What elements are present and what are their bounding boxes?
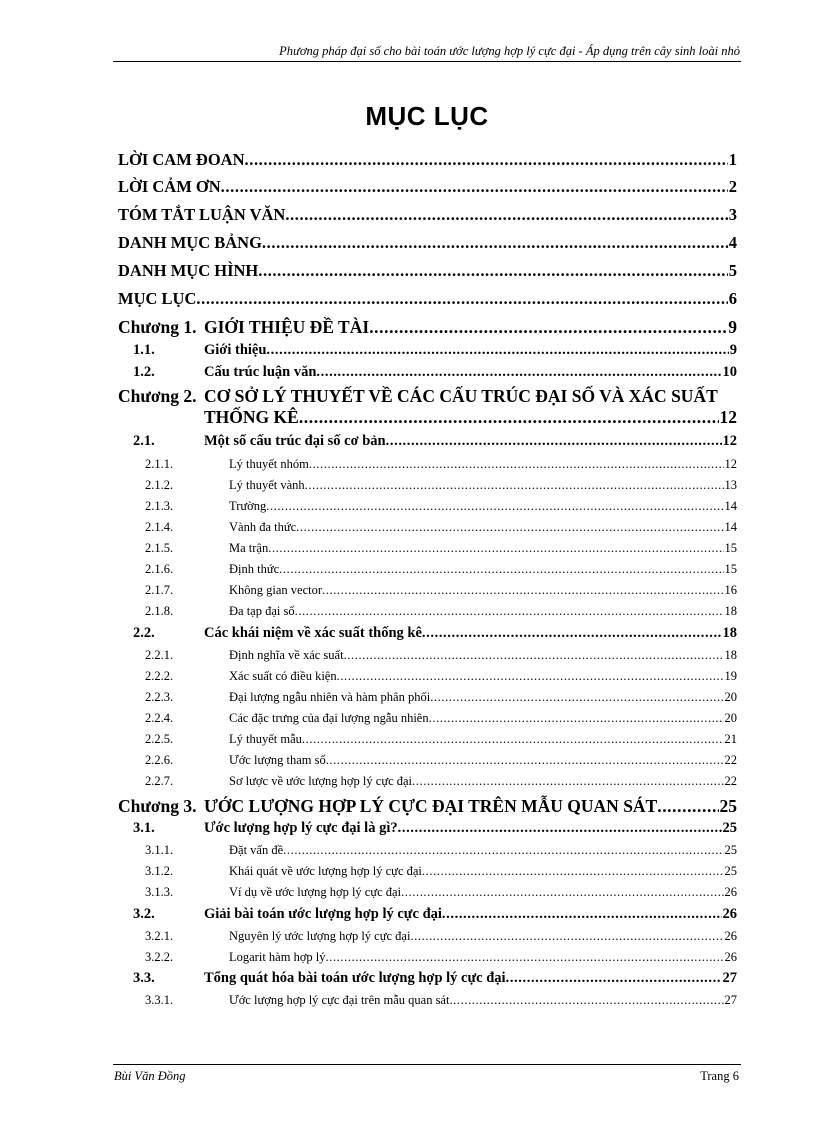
dot-leader [442,906,722,923]
subsection-number: 2.2.5. [145,732,174,746]
chapter-title: ƯỚC LƯỢNG HỢP LÝ CỰC ĐẠI TRÊN MẪU QUAN SÁT [204,796,658,816]
subsection-title: Ước lượng hợp lý cực đại trên mẫu quan sát [229,993,450,1007]
dot-leader [196,289,727,309]
toc-label: DANH MỤC BẢNG [118,233,262,252]
toc-section-2-1[interactable] [133,433,737,450]
subsection-number: 2.1.5. [145,541,174,555]
dot-leader [344,648,724,663]
dot-leader [430,690,723,705]
toc-page: 18 [722,625,737,641]
toc-subsection-3-2-2[interactable] [145,950,737,965]
dot-leader [299,407,719,428]
chapter-number: Chương 2. [118,386,197,406]
toc-page: 18 [724,604,737,618]
chapter-title: GIỚI THIỆU ĐỀ TÀI [204,317,370,337]
section-number: 3.3. [133,970,155,986]
toc-page: 27 [724,993,737,1007]
dot-leader [422,625,722,642]
section-title: Tổng quát hóa bài toán ước lượng hợp lý cực đại [204,970,506,986]
toc-page: 26 [722,906,737,922]
toc-entry-danh-muc-hinh[interactable] [118,261,737,281]
toc-subsection-3-1-2[interactable] [145,864,737,879]
toc-page: 26 [724,950,737,964]
toc-page: 14 [724,499,737,513]
subsection-number: 2.1.1. [145,457,174,471]
toc-page: 12 [722,433,737,449]
dot-leader [398,820,722,837]
dot-leader [326,950,724,965]
subsection-title: Lý thuyết mẫu [229,732,302,746]
dot-leader [296,520,723,535]
toc-section-2-2[interactable] [133,625,737,642]
footer-author: Bùi Văn Đồng [114,1069,186,1083]
toc-page: 14 [724,520,737,534]
running-header: Phương pháp đại số cho bài toán ước lượng hợp lý cực đại - Áp dụng trên cây sinh loài nhỏ [279,44,740,58]
dot-leader [412,774,723,789]
toc-page: 3 [728,205,737,224]
dot-leader [302,732,724,747]
dot-leader [221,177,728,197]
toc-page: 6 [728,289,737,308]
toc-subsection-2-1-1[interactable] [145,457,737,472]
chapter-title-line1: CƠ SỞ LÝ THUYẾT VỀ CÁC CẤU TRÚC ĐẠI SỐ VÀ XÁC SUẤT [204,386,718,406]
toc-subsection-2-1-6[interactable] [145,562,737,577]
toc-page: 25 [719,796,737,816]
dot-leader [322,583,723,598]
chapter-number: Chương 1. [118,317,197,337]
toc-subsection-2-2-4[interactable] [145,711,737,726]
subsection-title: Các đặc trưng của đại lượng ngẫu nhiên [229,711,429,725]
subsection-title: Khái quát về ước lượng hợp lý cực đại [229,864,422,878]
toc-label: MỤC LỤC [118,289,197,308]
toc-subsection-2-1-8[interactable] [145,604,737,619]
subsection-title: Đại lượng ngẫu nhiên và hàm phân phối [229,690,431,704]
section-title: Ước lượng hợp lý cực đại là gì? [204,820,398,836]
toc-section-1-2[interactable] [133,364,737,381]
subsection-title: Lý thuyết vành [229,478,305,492]
dot-leader [422,864,724,879]
subsection-number: 2.1.2. [145,478,174,492]
dot-leader [262,233,728,253]
toc-page: 22 [724,774,737,788]
toc-section-3-3[interactable] [133,970,737,987]
toc-subsection-2-1-3[interactable] [145,499,737,514]
subsection-title: Xác suất có điều kiện [229,669,337,683]
toc-subsection-3-3-1[interactable] [145,993,737,1008]
chapter-title-line2: THỐNG KÊ [204,407,299,427]
toc-chapter-3[interactable] [118,796,737,817]
toc-page: 26 [724,885,737,899]
dot-leader [657,796,718,817]
subsection-title: Định thức [229,562,280,576]
section-number: 1.1. [133,342,155,358]
subsection-number: 2.1.6. [145,562,174,576]
subsection-number: 2.2.2. [145,669,174,683]
toc-page: 9 [729,342,737,358]
toc-page: 26 [724,929,737,943]
toc-page: 13 [724,478,737,492]
toc-page: 20 [724,690,737,704]
toc-page: 25 [724,843,737,857]
toc-page: 21 [724,732,737,746]
section-number: 3.1. [133,820,155,836]
subsection-title: Nguyên lý ước lượng hợp lý cực đại [229,929,411,943]
dot-leader [295,604,724,619]
chapter-number: Chương 3. [118,796,197,816]
header-divider [113,61,741,62]
toc-subsection-2-2-2[interactable] [145,669,737,684]
subsection-number: 2.2.6. [145,753,174,767]
dot-leader [410,929,723,944]
toc-subsection-2-2-7[interactable] [145,774,737,789]
toc-section-3-1[interactable] [133,820,737,837]
toc-page: 12 [719,407,737,427]
dot-leader [316,364,721,381]
toc-page: 19 [724,669,737,683]
subsection-title: Ma trận [229,541,269,555]
dot-leader [268,541,723,556]
section-title: Các khái niệm về xác suất thống kê [204,625,422,641]
toc-page: 5 [728,261,737,280]
toc-page: 2 [728,177,737,196]
subsection-title: Vành đa thức [229,520,297,534]
toc-entry-loi-cam-doan[interactable] [118,150,737,170]
subsection-number: 2.1.8. [145,604,174,618]
dot-leader [401,885,723,900]
toc-label: DANH MỤC HÌNH [118,261,259,280]
section-number: 2.1. [133,433,155,449]
dot-leader [429,711,724,726]
subsection-title: Lý thuyết nhóm [229,457,309,471]
dot-leader [266,342,728,359]
toc-subsection-2-1-7[interactable] [145,583,737,598]
toc-page: 18 [724,648,737,662]
toc-page: 1 [728,150,737,169]
subsection-number: 3.2.2. [145,950,174,964]
toc-page: 12 [724,457,737,471]
toc-subsection-2-1-2[interactable] [145,478,737,493]
toc-page: 25 [724,864,737,878]
subsection-title: Trường [229,499,267,513]
toc-label: LỜI CẢM ƠN [118,177,221,196]
dot-leader [386,433,722,450]
toc-page: 4 [728,233,737,252]
dot-leader [245,150,728,170]
toc-page: 20 [724,711,737,725]
toc-section-3-2[interactable] [133,906,737,923]
subsection-number: 2.1.7. [145,583,174,597]
subsection-number: 2.2.3. [145,690,174,704]
toc-subsection-2-2-3[interactable] [145,690,737,705]
dot-leader [266,499,723,514]
toc-label: TÓM TẮT LUẬN VĂN [118,205,286,224]
dot-leader [305,478,724,493]
dot-leader [506,970,722,987]
page-title: MỤC LỤC [365,101,489,131]
dot-leader [369,317,727,338]
dot-leader [326,753,724,768]
toc-chapter-2[interactable] [118,386,718,407]
toc-entry-danh-muc-bang[interactable] [118,233,737,253]
subsection-number: 3.2.1. [145,929,174,943]
subsection-number: 3.3.1. [145,993,174,1007]
toc-section-1-1[interactable] [133,342,737,359]
section-title: Giải bài toán ước lượng hợp lý cực đại [204,906,442,922]
toc-subsection-2-1-4[interactable] [145,520,737,535]
dot-leader [449,993,723,1008]
toc-page: 22 [724,753,737,767]
subsection-title: Ước lượng tham số [229,753,326,767]
subsection-number: 3.1.3. [145,885,174,899]
section-number: 2.2. [133,625,155,641]
section-title: Cấu trúc luận văn [204,364,317,380]
toc-subsection-2-1-5[interactable] [145,541,737,556]
toc-page: 9 [728,317,737,337]
dot-leader [309,457,724,472]
toc-page: 27 [722,970,737,986]
subsection-title: Sơ lược về ước lượng hợp lý cực đại [229,774,413,788]
subsection-number: 3.1.2. [145,864,174,878]
toc-page: 16 [724,583,737,597]
dot-leader [283,843,723,858]
section-number: 3.2. [133,906,155,922]
toc-chapter-2-continued[interactable] [204,407,737,428]
section-number: 1.2. [133,364,155,380]
subsection-title: Định nghĩa về xác suất [229,648,344,662]
subsection-number: 2.2.7. [145,774,174,788]
toc-label: LỜI CAM ĐOAN [118,150,245,169]
dot-leader [279,562,723,577]
toc-page: 25 [722,820,737,836]
subsection-number: 3.1.1. [145,843,174,857]
toc-page: 15 [724,541,737,555]
toc-subsection-2-2-1[interactable] [145,648,737,663]
footer-page-number: Trang 6 [700,1069,739,1083]
toc-subsection-3-1-3[interactable] [145,885,737,900]
section-title: Giới thiệu [204,342,267,358]
toc-page: 15 [724,562,737,576]
toc-entry-tom-tat[interactable] [118,205,737,225]
toc-subsection-2-2-5[interactable] [145,732,737,747]
footer-divider [113,1064,741,1065]
toc-subsection-3-2-1[interactable] [145,929,737,944]
toc-subsection-2-2-6[interactable] [145,753,737,768]
dot-leader [337,669,724,684]
dot-leader [285,205,727,225]
toc-subsection-3-1-1[interactable] [145,843,737,858]
subsection-title: Không gian vector [229,583,323,597]
subsection-title: Logarit hàm hợp lý [229,950,326,964]
subsection-number: 2.2.4. [145,711,174,725]
subsection-number: 2.2.1. [145,648,174,662]
dot-leader [258,261,728,281]
toc-page: 10 [722,364,737,380]
subsection-number: 2.1.4. [145,520,174,534]
subsection-number: 2.1.3. [145,499,174,513]
toc-chapter-1[interactable] [118,317,737,338]
toc-entry-loi-cam-on[interactable] [118,177,737,197]
toc-entry-muc-luc[interactable] [118,289,737,309]
subsection-title: Đặt vấn đề [229,843,284,857]
subsection-title: Ví dụ về ước lượng hợp lý cực đại [229,885,402,899]
subsection-title: Đa tạp đại số [229,604,295,618]
section-title: Một số cấu trúc đại số cơ bản [204,433,386,449]
